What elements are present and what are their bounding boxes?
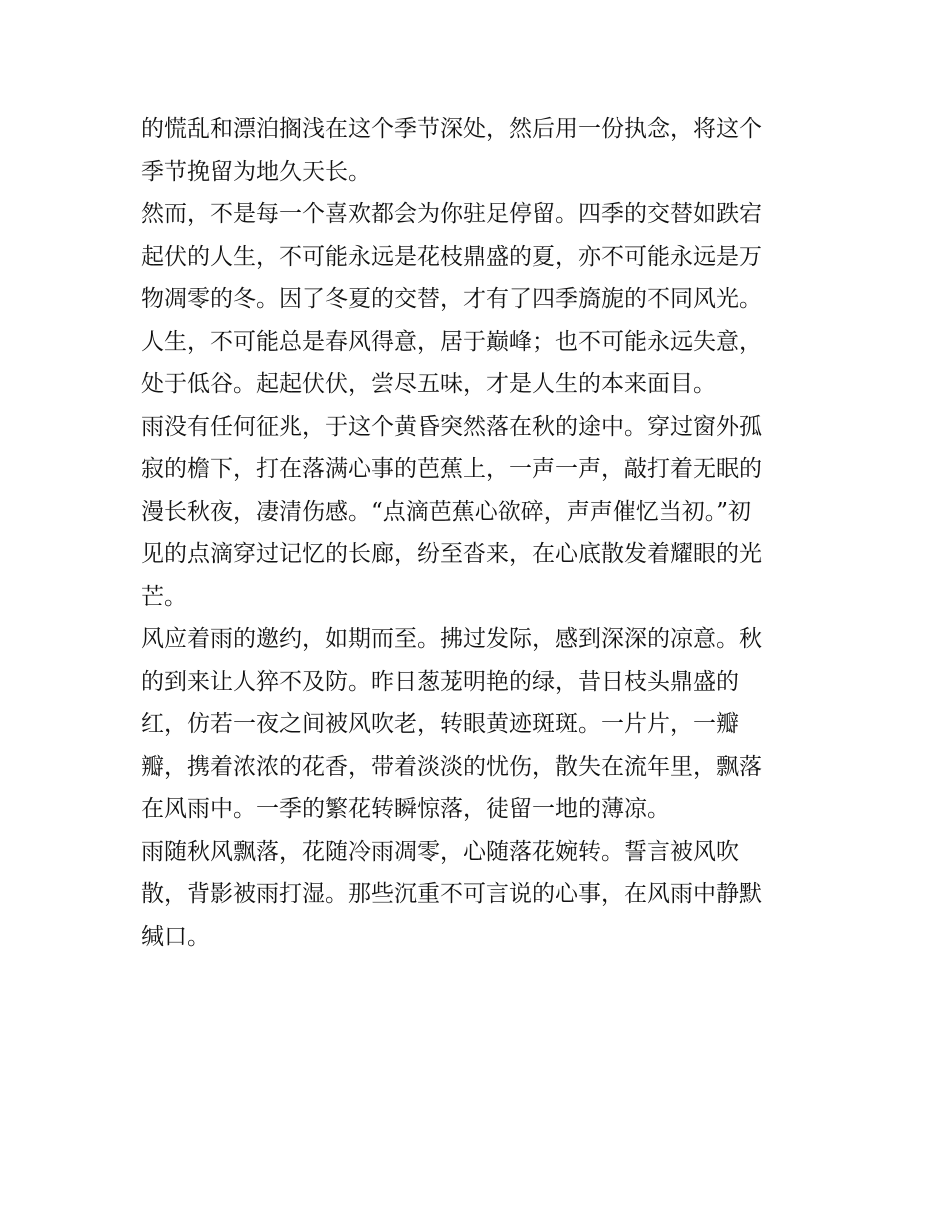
text-line: 见的点滴穿过记忆的长廊，纷至沓来，在心底散发着耀眼的光	[141, 541, 762, 567]
text-line: 在风雨中。一季的繁花转瞬惊落，徒留一地的薄凉。	[141, 796, 670, 822]
text-line: 红，仿若一夜之间被风吹老，转眼黄迹斑斑。一片片，一瓣	[141, 711, 739, 737]
text-line: 漫长秋夜，凄清伤感。“点滴芭蕉心欲碎，声声催忆当初。”初	[141, 498, 752, 525]
body-text	[141, 108, 821, 958]
text-line: 寂的檐下，打在落满心事的芭蕉上，一声一声，敲打着无眠的	[141, 456, 762, 482]
text-line: 瓣，携着浓浓的花香，带着淡淡的忧伤，散失在流年里，飘落	[141, 753, 762, 780]
text-line: 风应着雨的邀约，如期而至。拂过发际，感到深深的凉意。秋	[141, 626, 762, 652]
text-line: 缄口。	[141, 923, 210, 950]
text-line: 雨没有任何征兆，于这个黄昏突然落在秋的途中。穿过窗外孤	[141, 413, 762, 440]
text-line: 季节挽留为地久天长。	[141, 158, 371, 185]
text-line: 起伏的人生，不可能永远是花枝鼎盛的夏，亦不可能永远是万	[141, 243, 762, 270]
text-line: 的到来让人猝不及防。昨日葱茏明艳的绿，昔日枝头鼎盛的	[141, 668, 739, 695]
text-line: 然而，不是每一个喜欢都会为你驻足停留。四季的交替如跌宕	[141, 201, 762, 227]
text-line: 芒。	[141, 583, 187, 610]
text-line: 人生，不可能总是春风得意，居于巅峰；也不可能永远失意，	[141, 328, 762, 355]
text-line: 散，背影被雨打湿。那些沉重不可言说的心事，在风雨中静默	[141, 881, 762, 907]
text-line: 的慌乱和漂泊搁浅在这个季节深处，然后用一份执念，将这个	[141, 116, 762, 142]
text-line: 物凋零的冬。因了冬夏的交替，才有了四季旖旎的不同风光。	[141, 286, 762, 312]
text-line: 雨随秋风飘落，花随冷雨凋零，心随落花婉转。誓言被风吹	[141, 838, 739, 865]
text-line: 处于低谷。起起伏伏，尝尽五味，才是人生的本来面目。	[141, 371, 716, 397]
